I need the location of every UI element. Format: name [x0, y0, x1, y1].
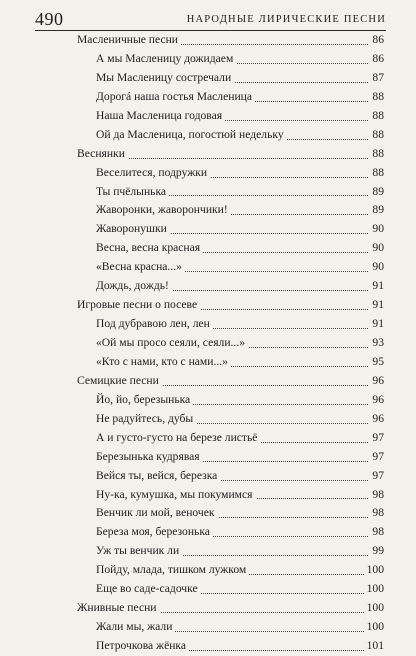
toc-title: Веселитеся, подружки: [96, 166, 210, 179]
toc-page-number: 98: [369, 486, 384, 505]
toc-entry: [77, 448, 384, 467]
toc-title: Игровые песни о посеве: [77, 298, 200, 311]
toc-entry: [77, 429, 384, 448]
toc-page-number: 96: [369, 391, 384, 410]
toc-page-number: 100: [364, 599, 384, 618]
toc-page-number: 88: [369, 145, 384, 164]
toc-entry: [77, 523, 384, 542]
toc-page-number: 96: [369, 372, 384, 391]
toc-page-number: 87: [369, 69, 384, 88]
toc-title: «Ой мы просо сеяли, сеяли...»: [96, 336, 248, 349]
toc-page-number: 97: [369, 448, 384, 467]
toc-page-number: 88: [369, 88, 384, 107]
toc-title: Мы Масленицу состречали: [96, 71, 234, 84]
toc-title: А и густо-густо на березе листьё: [96, 431, 260, 444]
toc-page-number: 97: [369, 467, 384, 486]
toc-title: Веснянки: [77, 147, 128, 160]
toc-page-number: 90: [369, 258, 384, 277]
toc-entry: [77, 126, 384, 145]
toc-page-number: 100: [364, 580, 384, 599]
toc-entry: [77, 277, 384, 296]
toc-title: Масленичные песни: [77, 33, 181, 46]
toc-page-number: 101: [364, 637, 384, 656]
toc-entry: [77, 183, 384, 202]
toc-page-number: 98: [369, 504, 384, 523]
toc-title: Береза моя, березонька: [96, 525, 213, 538]
toc-title: «Весна красна...»: [96, 260, 185, 273]
toc-section: [77, 31, 384, 50]
toc-entry: [77, 486, 384, 505]
toc-entry: [77, 504, 384, 523]
toc-entry: [77, 391, 384, 410]
toc-title: Еще во саде-садочке: [96, 582, 201, 595]
toc-page-number: 89: [369, 201, 384, 220]
toc-title: Пойду, млада, тишком лужком: [96, 563, 249, 576]
toc-page-number: 91: [369, 296, 384, 315]
toc-title: А мы Масленицу дожидаем: [96, 52, 236, 65]
toc-page-number: 86: [369, 31, 384, 50]
toc-section: [77, 296, 384, 315]
toc-entry: [77, 201, 384, 220]
toc-section: [77, 372, 384, 391]
toc-title: Весна, весна красная: [96, 241, 203, 254]
toc-title: Семицкие песни: [77, 374, 162, 387]
toc-page-number: 89: [369, 183, 384, 202]
toc-entry: [77, 410, 384, 429]
toc-title: Дорогá наша гостья Масленица: [96, 90, 255, 103]
toc-entry: [77, 353, 384, 372]
toc-title: Ой да Масленица, погостюй недельку: [96, 128, 287, 141]
toc-entry: [77, 239, 384, 258]
toc-title: Не радуйтесь, дубы: [96, 412, 196, 425]
toc-entry: [77, 88, 384, 107]
toc-entry: [77, 334, 384, 353]
toc-page-number: 98: [369, 523, 384, 542]
toc-page-number: 88: [369, 126, 384, 145]
toc-title: Ну-ка, кумушка, мы покумимся: [96, 488, 256, 501]
toc-title: «Кто с нами, кто с нами...»: [96, 355, 231, 368]
toc-entry: [77, 50, 384, 69]
toc-title: Наша Масленица годовая: [96, 109, 225, 122]
running-head: НАРОДНЫЕ ЛИРИЧЕСКИЕ ПЕСНИ: [186, 14, 386, 25]
toc-title: Дождь, дождь!: [96, 279, 172, 292]
toc-section: [77, 145, 384, 164]
toc-title: Ты пчёлынька: [96, 185, 169, 198]
toc-title: Жаворонушки: [96, 222, 170, 235]
toc-title: Жали мы, жали: [96, 620, 175, 633]
table-of-contents: [77, 31, 384, 656]
toc-title: Йо, йо, березынька: [96, 393, 193, 406]
toc-title: Вейся ты, вейся, березка: [96, 469, 220, 482]
toc-page-number: 88: [369, 107, 384, 126]
toc-page-number: 93: [369, 334, 384, 353]
toc-entry: [77, 580, 384, 599]
toc-entry: [77, 467, 384, 486]
toc-entry: [77, 561, 384, 580]
toc-entry: [77, 220, 384, 239]
toc-page-number: 91: [369, 277, 384, 296]
toc-page-number: 90: [369, 220, 384, 239]
toc-title: Жнивные песни: [77, 601, 160, 614]
page-header: [35, 6, 386, 31]
toc-page-number: 97: [369, 429, 384, 448]
toc-page-number: 99: [369, 542, 384, 561]
toc-entry: [77, 637, 384, 656]
toc-entry: [77, 315, 384, 334]
toc-title: Жаворонки, жаворончики!: [96, 203, 231, 216]
toc-title: Петрочкова жёнка: [96, 639, 189, 652]
toc-page-number: 90: [369, 239, 384, 258]
page-number: 490: [35, 9, 64, 29]
toc-page-number: 86: [369, 50, 384, 69]
toc-page-number: 88: [369, 164, 384, 183]
toc-section: [77, 599, 384, 618]
toc-entry: [77, 69, 384, 88]
toc-page-number: 95: [369, 353, 384, 372]
toc-page-number: 96: [369, 410, 384, 429]
toc-entry: [77, 618, 384, 637]
toc-entry: [77, 107, 384, 126]
toc-title: Березынька кудрявая: [96, 450, 203, 463]
toc-title: Уж ты венчик ли: [96, 544, 182, 557]
toc-page-number: 91: [369, 315, 384, 334]
toc-entry: [77, 258, 384, 277]
toc-title: Под дубравою лен, лен: [96, 317, 213, 330]
toc-entry: [77, 542, 384, 561]
toc-page-number: 100: [364, 618, 384, 637]
toc-title: Венчик ли мой, веночек: [96, 506, 218, 519]
toc-page-number: 100: [364, 561, 384, 580]
toc-entry: [77, 164, 384, 183]
